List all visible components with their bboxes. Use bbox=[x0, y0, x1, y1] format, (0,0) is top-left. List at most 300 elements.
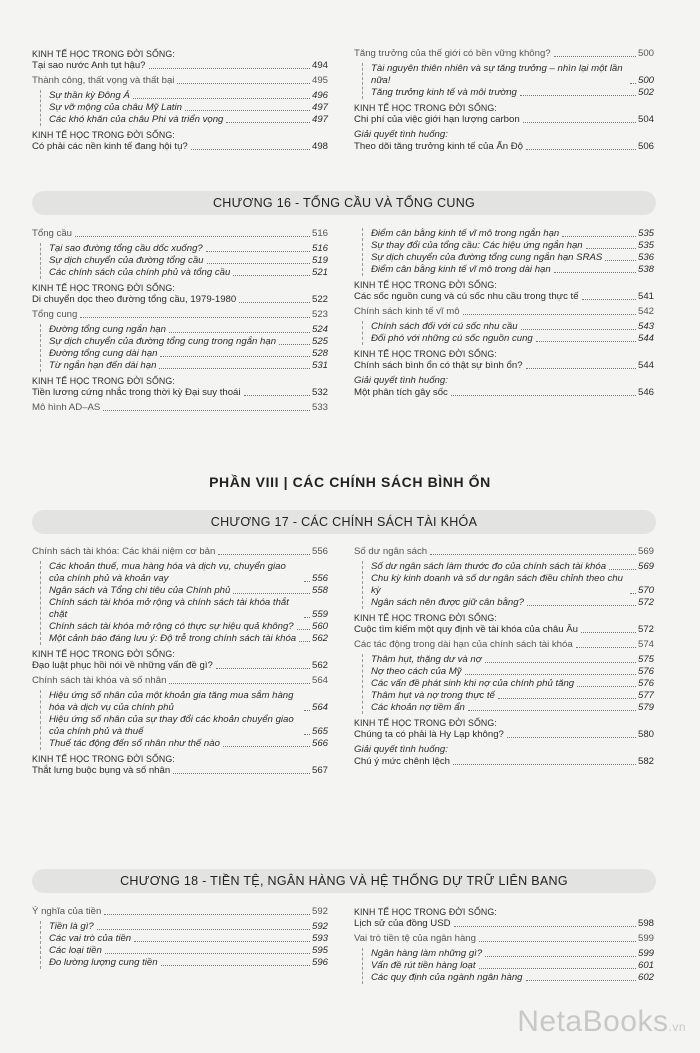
entry-title: Tăng trưởng kinh tế và môi trường bbox=[371, 87, 517, 98]
page-number: 592 bbox=[311, 906, 328, 917]
dot-leader bbox=[577, 686, 636, 687]
toc-entry[interactable] bbox=[49, 945, 328, 957]
page-number: 560 bbox=[311, 621, 328, 632]
entry-title: Hiệu ứng số nhân của sự thay đổi các khoản chuyển giao của chính phủ và thuế bbox=[49, 714, 294, 737]
toc-entry[interactable] bbox=[49, 597, 328, 621]
dot-leader bbox=[304, 710, 310, 711]
toc-entry[interactable] bbox=[371, 228, 654, 240]
page-number: 542 bbox=[637, 306, 654, 317]
entry-heading: KINH TẾ HỌC TRONG ĐỜI SỐNG: bbox=[32, 754, 175, 764]
toc-entry[interactable] bbox=[32, 309, 328, 321]
subtopic-group bbox=[40, 324, 328, 372]
page-number: 494 bbox=[311, 60, 328, 71]
page-number: 593 bbox=[311, 933, 328, 944]
kinh-te-entry[interactable] bbox=[354, 612, 654, 636]
page-number: 556 bbox=[311, 573, 328, 584]
toc-left-column bbox=[32, 48, 328, 156]
toc-entry[interactable] bbox=[371, 333, 654, 345]
dot-leader bbox=[485, 956, 636, 957]
dot-leader bbox=[430, 554, 636, 555]
toc-entry[interactable] bbox=[371, 561, 654, 573]
entry-title: Điểm cân bằng kinh tế vĩ mô trong dài hạn bbox=[371, 264, 551, 275]
entry-line bbox=[49, 336, 328, 348]
toc-entry[interactable] bbox=[49, 255, 328, 267]
toc-entry[interactable] bbox=[49, 336, 328, 348]
entry-title: Các khoản thuế, mua hàng hóa và dịch vụ, chuyển giao của chính phủ và khoản vay bbox=[49, 561, 286, 584]
toc-entry[interactable] bbox=[371, 573, 654, 597]
toc-entry[interactable] bbox=[49, 738, 328, 750]
entry-line bbox=[49, 255, 328, 267]
dot-leader bbox=[149, 68, 310, 69]
entry-line bbox=[371, 597, 654, 609]
entry-title: Số dư ngân sách làm thước đo của chính sách tài khóa bbox=[371, 561, 607, 572]
entry-title: Mô hình AD–AS bbox=[32, 402, 101, 413]
page-number: 599 bbox=[637, 933, 654, 944]
kinh-te-entry[interactable] bbox=[354, 348, 654, 372]
entry-heading: KINH TẾ HỌC TRONG ĐỜI SỐNG: bbox=[354, 349, 497, 359]
subtopic-group bbox=[40, 561, 328, 645]
page-number: 538 bbox=[637, 264, 654, 275]
toc-entry[interactable] bbox=[32, 75, 328, 87]
dot-leader bbox=[133, 98, 310, 99]
toc-entry[interactable] bbox=[354, 48, 654, 60]
entry-title: Đo lường lượng cung tiền bbox=[49, 957, 158, 968]
entry-line bbox=[49, 738, 328, 750]
part-heading: PHẦN VIII | CÁC CHÍNH SÁCH BÌNH ỔN bbox=[209, 474, 491, 490]
kinh-te-entry[interactable] bbox=[32, 648, 328, 672]
toc-entry[interactable] bbox=[32, 906, 328, 918]
page-number: 496 bbox=[311, 90, 328, 101]
entry-title: Đường tổng cung ngắn hạn bbox=[49, 324, 166, 335]
entry-line bbox=[354, 933, 654, 945]
page-number: 516 bbox=[311, 228, 328, 239]
entry-line bbox=[49, 714, 328, 738]
page-number: 565 bbox=[311, 726, 328, 737]
entry-line bbox=[49, 585, 328, 597]
subtopic-group bbox=[362, 654, 654, 714]
toc-entry[interactable] bbox=[371, 240, 654, 252]
entry-title: Lịch sử của đồng USD bbox=[354, 918, 451, 929]
watermark-brand: NetaBooks bbox=[517, 1005, 669, 1038]
dot-leader bbox=[226, 122, 310, 123]
entry-line bbox=[32, 75, 328, 87]
kinh-te-entry[interactable] bbox=[32, 129, 328, 153]
subtopic-group bbox=[362, 321, 654, 345]
page-number: 497 bbox=[311, 102, 328, 113]
toc-entry[interactable] bbox=[371, 87, 654, 99]
dot-leader bbox=[479, 941, 636, 942]
kinh-te-entry[interactable] bbox=[354, 102, 654, 126]
toc-entry[interactable] bbox=[354, 933, 654, 945]
page-number: 522 bbox=[311, 294, 328, 305]
page-number: 531 bbox=[311, 360, 328, 371]
page-number: 592 bbox=[311, 921, 328, 932]
entry-line bbox=[49, 267, 328, 279]
toc-entry[interactable] bbox=[371, 654, 654, 666]
dot-leader bbox=[581, 632, 636, 633]
dot-leader bbox=[521, 329, 636, 330]
dot-leader bbox=[207, 263, 310, 264]
toc-entry[interactable] bbox=[49, 933, 328, 945]
dot-leader bbox=[523, 122, 636, 123]
page-number: 535 bbox=[637, 228, 654, 239]
spacer bbox=[32, 777, 328, 780]
page-number: 559 bbox=[311, 609, 328, 620]
page-number: 599 bbox=[637, 948, 654, 959]
toc-left-column bbox=[32, 906, 328, 972]
entry-line bbox=[354, 306, 654, 318]
entry-title: Cuộc tìm kiếm một quy định về tài khóa của châu Âu bbox=[354, 624, 578, 635]
dot-leader bbox=[479, 968, 636, 969]
entry-title: Theo dõi tăng trưởng kinh tế của Ấn Độ bbox=[354, 141, 523, 152]
subtopic-group bbox=[362, 228, 654, 276]
entry-heading: Giải quyết tình huống: bbox=[354, 375, 448, 386]
dot-leader bbox=[562, 236, 636, 237]
entry-line bbox=[32, 141, 328, 153]
toc-entry[interactable] bbox=[371, 690, 654, 702]
page-number: 596 bbox=[311, 957, 328, 968]
dot-leader bbox=[177, 83, 310, 84]
dot-leader bbox=[103, 410, 310, 411]
page-number: 562 bbox=[311, 660, 328, 671]
entry-title: Hiệu ứng số nhân của một khoản gia tăng mua sắm hàng hóa và dịch vụ của chính phủ bbox=[49, 690, 294, 713]
watermark-suffix: .vn bbox=[668, 1020, 686, 1034]
kinh-te-entry[interactable] bbox=[32, 48, 328, 72]
toc-entry[interactable] bbox=[354, 639, 654, 651]
page-number: 544 bbox=[637, 333, 654, 344]
entry-heading: Giải quyết tình huống: bbox=[354, 744, 448, 755]
entry-title: Đối phó với những cú sốc nguồn cung bbox=[371, 333, 533, 344]
toc-entry[interactable] bbox=[49, 348, 328, 360]
entry-line bbox=[49, 324, 328, 336]
entry-title: Chính sách kinh tế vĩ mô bbox=[354, 306, 460, 317]
entry-title: Sự dịch chuyển của đường tổng cung ngắn hạn SRAS bbox=[371, 252, 603, 263]
toc-entry[interactable] bbox=[371, 264, 654, 276]
entry-title: Chúng ta có phải là Hy Lạp không? bbox=[354, 729, 504, 740]
toc-entry[interactable] bbox=[371, 252, 654, 264]
entry-title: Các tác động trong dài hạn của chính sách tài khóa bbox=[354, 639, 573, 650]
entry-title: Tài nguyên thiên nhiên và sự tăng trưởng – nhìn lại một lần nữa! bbox=[371, 63, 623, 86]
page-number: 498 bbox=[311, 141, 328, 152]
toc-entry[interactable] bbox=[371, 972, 654, 984]
page-number: 524 bbox=[311, 324, 328, 335]
entry-line bbox=[354, 114, 654, 126]
entry-heading: KINH TẾ HỌC TRONG ĐỜI SỐNG: bbox=[354, 613, 497, 623]
toc-entry[interactable] bbox=[32, 546, 328, 558]
page-number: 504 bbox=[637, 114, 654, 125]
dot-leader bbox=[239, 302, 310, 303]
page-number: 543 bbox=[637, 321, 654, 332]
spacer bbox=[354, 984, 654, 987]
kinh-te-entry[interactable] bbox=[354, 279, 654, 303]
entry-title: Sự vỡ mộng của châu Mỹ Latin bbox=[49, 102, 182, 113]
page-number: 544 bbox=[637, 360, 654, 371]
entry-title: Sự dịch chuyển của đường tổng cung trong ngắn hạn bbox=[49, 336, 277, 347]
entry-line bbox=[49, 243, 328, 255]
entry-line bbox=[49, 945, 328, 957]
toc-entry[interactable] bbox=[371, 597, 654, 609]
entry-title: Một cảnh báo đáng lưu ý: Độ trễ trong chính sách tài khóa bbox=[49, 633, 297, 644]
dot-leader bbox=[554, 56, 636, 57]
entry-line bbox=[32, 546, 328, 558]
page-number: 567 bbox=[311, 765, 328, 776]
entry-title: Chính sách tài khóa mở rộng có thực sự hiệu quả không? bbox=[49, 621, 294, 632]
spacer bbox=[32, 969, 328, 972]
toc-entry[interactable] bbox=[49, 957, 328, 969]
dot-leader bbox=[576, 647, 636, 648]
entry-line bbox=[371, 252, 654, 264]
entry-title: Các sốc nguồn cung và cú sốc nhu cầu trong thực tế bbox=[354, 291, 579, 302]
entry-title: Các khó khăn của châu Phi và triển vọng bbox=[49, 114, 224, 125]
toc-entry[interactable] bbox=[49, 114, 328, 126]
toc-entry[interactable] bbox=[49, 621, 328, 633]
entry-line bbox=[32, 660, 328, 672]
toc-entry[interactable] bbox=[354, 546, 654, 558]
entry-title: Chính sách tài khóa và số nhân bbox=[32, 675, 167, 686]
entry-line bbox=[371, 240, 654, 252]
toc-entry[interactable] bbox=[371, 678, 654, 690]
entry-line bbox=[49, 621, 328, 633]
spacer bbox=[354, 399, 654, 402]
toc-left-column bbox=[32, 546, 328, 780]
entry-title: Chu kỳ kinh doanh và số dư ngân sách điều chỉnh theo chu kỳ bbox=[371, 573, 623, 596]
kinh-te-entry[interactable] bbox=[32, 375, 328, 399]
entry-title: Các khoản nợ tiềm ẩn bbox=[371, 702, 465, 713]
page-number: 521 bbox=[311, 267, 328, 278]
toc-entry[interactable] bbox=[49, 90, 328, 102]
entry-title: Vai trò tiền tệ của ngân hàng bbox=[354, 933, 476, 944]
entry-title: Ngân sách nên được giữ cân bằng? bbox=[371, 597, 524, 608]
entry-line bbox=[32, 60, 328, 72]
entry-title: Ý nghĩa của tiền bbox=[32, 906, 102, 917]
entry-line bbox=[371, 87, 654, 99]
entry-line bbox=[354, 756, 654, 768]
dot-leader bbox=[218, 554, 310, 555]
entry-line bbox=[371, 960, 654, 972]
dot-leader bbox=[463, 314, 636, 315]
entry-title: Đạo luật phục hồi nói về những vấn đề gì? bbox=[32, 660, 213, 671]
entry-title: Thắt lưng buộc bụng và số nhân bbox=[32, 765, 171, 776]
toc-entry[interactable] bbox=[49, 585, 328, 597]
page-number: 595 bbox=[311, 945, 328, 956]
entry-title: Chính sách tài khóa mở rộng và chính sách tài khóa thắt chặt bbox=[49, 597, 289, 620]
entry-title: Thâm hụt và nợ trong thực tế bbox=[371, 690, 495, 701]
dot-leader bbox=[185, 110, 310, 111]
page-number: 576 bbox=[637, 666, 654, 677]
entry-title: Chính sách bình ổn có thật sự bình ổn? bbox=[354, 360, 523, 371]
subtopic-group bbox=[40, 90, 328, 126]
entry-line bbox=[354, 387, 654, 399]
kinh-te-entry[interactable] bbox=[32, 753, 328, 777]
page-number: 523 bbox=[311, 309, 328, 320]
toc-right-column bbox=[354, 48, 654, 156]
dot-leader bbox=[453, 764, 636, 765]
toc-entry[interactable] bbox=[49, 561, 328, 585]
toc-entry[interactable] bbox=[32, 675, 328, 687]
entry-title: Di chuyển dọc theo đường tổng cầu, 1979-1980 bbox=[32, 294, 237, 305]
dot-leader bbox=[454, 926, 636, 927]
toc-entry[interactable] bbox=[32, 402, 328, 414]
toc-entry[interactable] bbox=[49, 714, 328, 738]
dot-leader bbox=[169, 332, 310, 333]
dot-leader bbox=[554, 272, 636, 273]
toc-entry[interactable] bbox=[49, 102, 328, 114]
dot-leader bbox=[304, 617, 310, 618]
dot-leader bbox=[304, 581, 310, 582]
entry-line bbox=[354, 360, 654, 372]
page-number: 572 bbox=[637, 597, 654, 608]
entry-line bbox=[49, 690, 328, 714]
page-number: 525 bbox=[311, 336, 328, 347]
toc-entry[interactable] bbox=[49, 360, 328, 372]
entry-line bbox=[32, 309, 328, 321]
page-number: 556 bbox=[311, 546, 328, 557]
entry-heading: KINH TẾ HỌC TRONG ĐỜI SỐNG: bbox=[354, 103, 497, 113]
page-number: 541 bbox=[637, 291, 654, 302]
toc-entry[interactable] bbox=[354, 306, 654, 318]
spacer bbox=[354, 768, 654, 771]
toc-entry[interactable] bbox=[371, 702, 654, 714]
page-number: 497 bbox=[311, 114, 328, 125]
entry-line bbox=[371, 948, 654, 960]
dot-leader bbox=[173, 773, 310, 774]
case-study-entry[interactable] bbox=[354, 375, 654, 399]
spacer bbox=[32, 153, 328, 156]
entry-line bbox=[354, 141, 654, 153]
case-study-entry[interactable] bbox=[354, 744, 654, 768]
entry-line bbox=[371, 972, 654, 984]
entry-line bbox=[371, 333, 654, 345]
dot-leader bbox=[527, 605, 636, 606]
toc-entry[interactable] bbox=[371, 948, 654, 960]
entry-line bbox=[49, 561, 328, 585]
toc-entry[interactable] bbox=[371, 63, 654, 87]
toc-right-column bbox=[354, 906, 654, 987]
page-number: 574 bbox=[637, 639, 654, 650]
entry-line bbox=[49, 597, 328, 621]
dot-leader bbox=[297, 629, 310, 630]
toc-right-column bbox=[354, 228, 654, 402]
entry-title: Ngân sách và Tổng chi tiêu của Chính phủ bbox=[49, 585, 231, 596]
entry-title: Chính sách đối với cú sốc nhu cầu bbox=[371, 321, 518, 332]
toc-entry[interactable] bbox=[49, 243, 328, 255]
page-number: 502 bbox=[637, 87, 654, 98]
page-number: 564 bbox=[311, 702, 328, 713]
page-number: 576 bbox=[637, 678, 654, 689]
toc-entry[interactable] bbox=[371, 666, 654, 678]
toc-entry[interactable] bbox=[49, 690, 328, 714]
dot-leader bbox=[80, 317, 310, 318]
page-number: 575 bbox=[637, 654, 654, 665]
dot-leader bbox=[97, 929, 310, 930]
dot-leader bbox=[233, 275, 310, 276]
entry-heading: KINH TẾ HỌC TRONG ĐỜI SỐNG: bbox=[32, 130, 175, 140]
toc-entry[interactable] bbox=[371, 960, 654, 972]
dot-leader bbox=[169, 683, 310, 684]
dot-leader bbox=[134, 941, 310, 942]
entry-line bbox=[371, 654, 654, 666]
dot-leader bbox=[279, 344, 310, 345]
dot-leader bbox=[468, 710, 636, 711]
entry-title: Thành công, thất vọng và thất bại bbox=[32, 75, 175, 86]
page-number: 602 bbox=[637, 972, 654, 983]
page-number: 495 bbox=[311, 75, 328, 86]
kinh-te-entry[interactable] bbox=[354, 717, 654, 741]
dot-leader bbox=[605, 260, 636, 261]
dot-leader bbox=[216, 668, 310, 669]
entry-title: Các vấn đề phát sinh khi nợ của chính phủ tăng bbox=[371, 678, 575, 689]
dot-leader bbox=[105, 953, 310, 954]
entry-title: Tổng cầu bbox=[32, 228, 73, 239]
case-study-entry[interactable] bbox=[354, 129, 654, 153]
entry-title: Sự thần kỳ Đông Á bbox=[49, 90, 130, 101]
toc-entry[interactable] bbox=[49, 921, 328, 933]
toc-left-column bbox=[32, 228, 328, 417]
entry-title: Tại sao nước Anh tụt hậu? bbox=[32, 60, 146, 71]
entry-line bbox=[49, 348, 328, 360]
page-number: 572 bbox=[637, 624, 654, 635]
entry-heading: KINH TẾ HỌC TRONG ĐỜI SỐNG: bbox=[32, 649, 175, 659]
toc-entry[interactable] bbox=[32, 228, 328, 240]
dot-leader bbox=[630, 593, 636, 594]
dot-leader bbox=[159, 368, 310, 369]
dot-leader bbox=[609, 569, 636, 570]
entry-title: Chính sách tài khóa: Các khái niệm cơ bản bbox=[32, 546, 216, 557]
entry-line bbox=[32, 906, 328, 918]
kinh-te-entry[interactable] bbox=[354, 906, 654, 930]
dot-leader bbox=[161, 965, 310, 966]
toc-entry[interactable] bbox=[371, 321, 654, 333]
page-number: 546 bbox=[637, 387, 654, 398]
page-number: 519 bbox=[311, 255, 328, 266]
dot-leader bbox=[244, 395, 310, 396]
kinh-te-entry[interactable] bbox=[32, 282, 328, 306]
entry-title: Tiền lương cứng nhắc trong thời kỳ Đại suy thoái bbox=[32, 387, 241, 398]
entry-line bbox=[371, 63, 654, 87]
page-number: 570 bbox=[637, 585, 654, 596]
entry-heading: KINH TẾ HỌC TRONG ĐỜI SỐNG: bbox=[354, 718, 497, 728]
entry-line bbox=[32, 387, 328, 399]
toc-entry[interactable] bbox=[49, 267, 328, 279]
entry-line bbox=[354, 729, 654, 741]
entry-title: Nợ theo cách của Mỹ bbox=[371, 666, 462, 677]
page-number: 528 bbox=[311, 348, 328, 359]
dot-leader bbox=[223, 746, 310, 747]
toc-entry[interactable] bbox=[49, 633, 328, 645]
entry-title: Chú ý mức chênh lệch bbox=[354, 756, 451, 767]
page-number: 535 bbox=[637, 240, 654, 251]
page-number: 566 bbox=[311, 738, 328, 749]
dot-leader bbox=[451, 395, 636, 396]
dot-leader bbox=[498, 698, 636, 699]
entry-line bbox=[49, 957, 328, 969]
dot-leader bbox=[206, 251, 310, 252]
page-number: 536 bbox=[637, 252, 654, 263]
entry-title: Thuế tác động đến số nhân như thế nào bbox=[49, 738, 220, 749]
dot-leader bbox=[507, 737, 636, 738]
entry-line bbox=[371, 264, 654, 276]
entry-line bbox=[49, 360, 328, 372]
page-number: 582 bbox=[637, 756, 654, 767]
entry-line bbox=[32, 675, 328, 687]
page-number: 598 bbox=[637, 918, 654, 929]
subtopic-group bbox=[362, 63, 654, 99]
spacer bbox=[32, 414, 328, 417]
page-number: 500 bbox=[637, 48, 654, 59]
dot-leader bbox=[586, 248, 636, 249]
toc-entry[interactable] bbox=[49, 324, 328, 336]
chapter-banner: CHƯƠNG 18 - TIỀN TỆ, NGÂN HÀNG VÀ HỆ THỐNG DỰ TRỮ LIÊN BANG bbox=[32, 869, 656, 893]
